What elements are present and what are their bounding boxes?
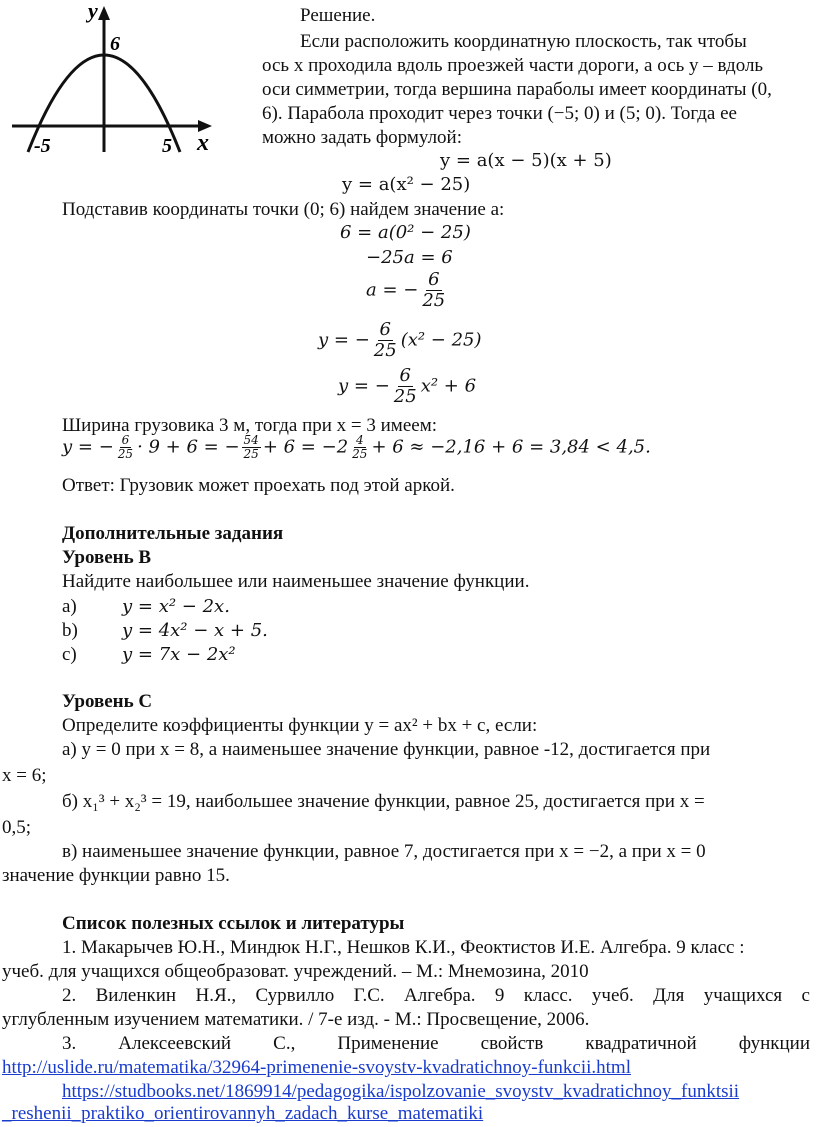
fraction [392, 366, 419, 407]
word: Для [653, 985, 685, 1006]
item-marker: c) [62, 644, 77, 665]
fraction [420, 270, 447, 311]
word: с [801, 985, 810, 1006]
word: 3. [62, 1033, 77, 1054]
level-b-heading: Уровень B [62, 547, 152, 568]
item-expr: y = 7x − 2x² [122, 644, 236, 665]
paragraph: Ширина грузовика 3 м, тогда при x = 3 имеем: [62, 415, 437, 436]
eq-text: y = − [62, 436, 114, 458]
task-c-b: б) x₁³ + x₂³ = 19, наибольшее значение функции, равное 25, достигается при x = [62, 791, 705, 812]
solution-line: оси симметрии, тогда вершина параболы имеет координаты (0, [262, 79, 772, 100]
eq-text: x² + 6 [420, 375, 477, 397]
eq-text: · 9 + 6 = − [137, 436, 240, 458]
section-heading: Дополнительные задания [62, 523, 284, 544]
item-expr: y = 4x² − x + 5. [122, 620, 268, 641]
task-c-b-cont: 0,5; [2, 817, 32, 838]
eq-text: y = − [318, 329, 370, 351]
fraction [372, 320, 399, 361]
equation-7 [338, 366, 476, 407]
word: учащихся [703, 985, 783, 1006]
item-marker: a) [62, 596, 77, 617]
x-axis-label: x [197, 130, 209, 156]
equation-4: −25a = 6 [366, 247, 453, 268]
eq-text: y = − [338, 375, 390, 397]
word: квадратичной [585, 1033, 697, 1054]
word: Алексеевский [118, 1033, 232, 1054]
vertex-label: 6 [110, 33, 120, 55]
fraction [350, 434, 369, 461]
answer: Ответ: Грузовик может проехать под этой аркой. [62, 475, 455, 496]
left-root-label: -5 [34, 135, 51, 157]
parabola-graph [0, 0, 240, 160]
word: 9 [494, 985, 505, 1006]
word: Сурвилло [255, 985, 335, 1006]
word: учеб. [591, 985, 634, 1006]
solution-line: Если расположить координатную плоскость, так чтобы [300, 31, 747, 52]
word: Г.С. [353, 985, 385, 1006]
solution-line: можно задать формулой: [262, 127, 463, 148]
denominator: 25 [373, 339, 397, 361]
word: Применение [337, 1033, 439, 1054]
equation-1: y = a(x − 5)(x + 5) [440, 150, 612, 171]
word: 2. [62, 985, 77, 1006]
right-root-label: 5 [162, 135, 172, 157]
solution-title: Решение. [300, 5, 376, 26]
denominator: 25 [352, 447, 368, 462]
item-expr: y = x² − 2x. [122, 596, 230, 617]
ref-2 [62, 986, 810, 1005]
fraction [242, 434, 261, 461]
link-studbooks-cont[interactable]: _reshenii_praktiko_orientirovannyh_zadach_kurse_matematiki [2, 1103, 484, 1124]
refs-heading: Список полезных ссылок и литературы [62, 913, 405, 934]
numerator: 6 [121, 433, 130, 447]
numerator: 6 [379, 319, 391, 340]
denominator: 25 [422, 289, 446, 311]
link-uslide[interactable]: http://uslide.ru/matematika/32964-primenenie-svoystv-kvadratichnoy-funkcii.html [2, 1057, 631, 1078]
word: Н.Я., [195, 985, 237, 1006]
equation-6 [318, 320, 482, 361]
word: свойств [480, 1033, 544, 1054]
denominator: 25 [243, 447, 259, 462]
eq-text: + 6 = −2 [262, 436, 349, 458]
task-c-a-cont: x = 6; [2, 765, 47, 786]
ref-1-cont: учеб. для учащихся общеобразоват. учреждений. – М.: Мнемозина, 2010 [2, 961, 589, 982]
solution-line: ось x проходила вдоль проезжей части дороги, а ось y – вдоль [262, 55, 764, 76]
task-c-v-cont: значение функции равно 15. [2, 865, 230, 886]
numerator: 4 [355, 433, 364, 447]
task-c-v: в) наименьшее значение функции, равное 7, достигается при x = −2, а при x = 0 [62, 841, 706, 862]
equation-2: y = a(x² − 25) [342, 174, 471, 195]
task-c-a: а) y = 0 при x = 8, а наименьшее значение функции, равное -12, достигается при [62, 739, 711, 760]
link-studbooks[interactable]: https://studbooks.net/1869914/pedagogika/ispolzovanie_svoystv_kvadratichnoy_funktsii [62, 1081, 740, 1102]
word: функции [738, 1033, 810, 1054]
ref-1: 1. Макарычев Ю.Н., Миндюк Н.Г., Нешков К.И., Феоктистов И.Е. Алгебра. 9 класс : [62, 937, 745, 958]
eq-text: (x² − 25) [400, 329, 482, 351]
numerator: 6 [428, 269, 440, 290]
item-marker: b) [62, 620, 78, 641]
eq-text: a = − [366, 279, 419, 301]
ref-3 [62, 1034, 810, 1053]
word: С., [273, 1033, 296, 1054]
calculation [62, 434, 651, 461]
numerator: 6 [399, 365, 411, 386]
y-axis-arrow [98, 6, 110, 20]
task-b-item [62, 620, 268, 642]
denominator: 25 [117, 447, 134, 462]
task-c: Определите коэффициенты функции y = ax² + bx + c, если: [62, 715, 538, 736]
y-axis-label: y [88, 0, 98, 23]
word: Виленкин [95, 985, 177, 1006]
ref-2-cont: углубленным изучением математики. / 7-е изд. - М.: Просвещение, 2006. [2, 1009, 590, 1030]
denominator: 25 [393, 385, 417, 407]
eq-text: + 6 ≈ −2,16 + 6 = 3,84 < 4,5. [371, 436, 651, 458]
word: класс. [523, 985, 573, 1006]
paragraph: Подставив координаты точки (0; 6) найдем значение a: [62, 199, 505, 220]
fraction [116, 434, 135, 461]
numerator: 54 [243, 433, 259, 447]
solution-line: 6). Парабола проходит через точки (−5; 0) и (5; 0). Тогда ее [262, 103, 737, 124]
equation-5 [366, 270, 449, 311]
word: Алгебра. [404, 985, 476, 1006]
task-b-item [62, 596, 230, 618]
task-b: Найдите наибольшее или наименьшее значение функции. [62, 571, 530, 592]
level-c-heading: Уровень C [62, 691, 153, 712]
equation-3: 6 = a(0² − 25) [340, 222, 471, 243]
task-b-item [62, 644, 236, 666]
